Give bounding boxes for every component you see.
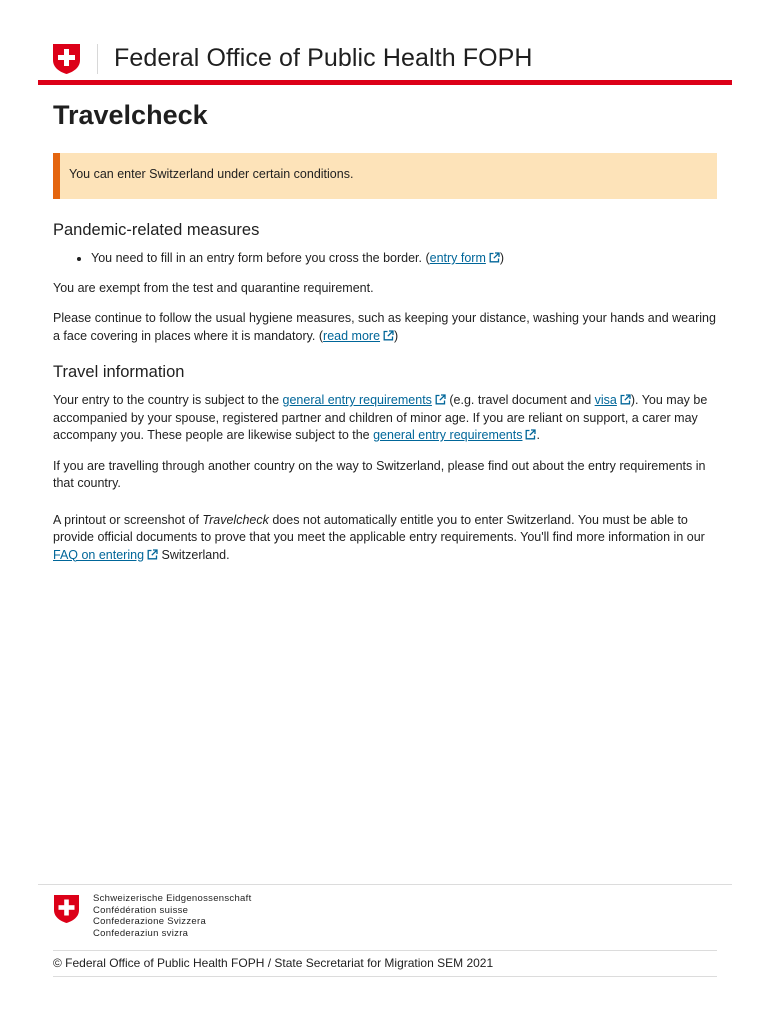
entry-form-link[interactable] xyxy=(430,251,500,265)
confederation-names xyxy=(93,893,252,939)
confederation-name-it: Confederazione Svizzera xyxy=(93,916,207,928)
notice-box xyxy=(53,153,717,199)
copyright-text: © Federal Office of Public Health FOPH / State Secretariat for Migration SEM 2021 xyxy=(53,956,494,970)
hygiene-paragraph xyxy=(53,310,717,345)
disclaimer-text-a: A printout or screenshot of xyxy=(53,512,203,527)
notice-text: You can enter Switzerland under certain conditions. xyxy=(69,167,354,181)
footer-divider xyxy=(53,950,717,951)
disclaimer-emphasis: Travelcheck xyxy=(202,512,269,527)
external-link-icon xyxy=(435,394,446,405)
site-footer xyxy=(38,884,732,970)
bullet-close: ) xyxy=(499,251,505,265)
travel-paragraph-1 xyxy=(53,392,717,445)
site-header xyxy=(38,40,732,86)
external-link-icon xyxy=(489,252,500,263)
hygiene-close: ) xyxy=(394,328,399,343)
pandemic-heading: Pandemic-related measures xyxy=(53,221,260,239)
header-divider xyxy=(97,44,98,74)
footer-bottom-divider xyxy=(53,976,717,977)
hygiene-text: Please continue to follow the usual hygiene measures, such as keeping your distance, washing your hands and wearing a face covering in places where it is mandatory. ( xyxy=(53,311,716,343)
confederation-name-fr: Confédération suisse xyxy=(93,904,189,916)
disclaimer-text-c: Switzerland. xyxy=(158,547,230,562)
general-entry-requirements-label-2: general entry requirements xyxy=(373,428,523,442)
main-content xyxy=(53,100,717,577)
faq-on-entering-link[interactable] xyxy=(53,548,158,562)
travel-heading: Travel information xyxy=(53,363,185,381)
confederation-name-rm: Confederaziun svizra xyxy=(93,927,189,939)
external-link-icon xyxy=(147,549,158,560)
site-title[interactable]: Federal Office of Public Health FOPH xyxy=(114,44,533,72)
footer-top-divider xyxy=(38,884,732,885)
travel-text-b: (e.g. travel document and xyxy=(445,393,595,407)
confederation-name-de: Schweizerische Eidgenossenschaft xyxy=(93,893,252,904)
general-entry-requirements-link-2[interactable] xyxy=(373,428,536,442)
disclaimer-text-b: does not automatically entitle you to enter Switzerland. You must be able to provide official documents to prove that you meet the applicable entry requirements. You'll find more information in our xyxy=(53,512,705,544)
pandemic-list xyxy=(77,250,717,268)
external-link-icon xyxy=(620,394,631,405)
exempt-text: You are exempt from the test and quarantine requirement. xyxy=(53,280,374,295)
external-link-icon xyxy=(383,330,394,341)
swiss-cross-shield-icon[interactable] xyxy=(52,43,81,75)
external-link-icon xyxy=(525,429,536,440)
swiss-cross-shield-icon xyxy=(53,894,80,924)
page-title: Travelcheck xyxy=(53,100,208,130)
read-more-link-label: read more xyxy=(323,328,381,343)
entry-form-link-label: entry form xyxy=(429,251,486,265)
travel-text-d: . xyxy=(536,428,540,442)
travel-text-c: ). You may be accompanied by your spouse, registered partner and children of minor age. If you are reliant on support, a carer may accompany you. These people are likewise subject to the xyxy=(53,393,708,442)
header-red-line xyxy=(38,80,732,85)
travel-text-a: Your entry to the country is subject to the xyxy=(53,393,283,407)
visa-link[interactable] xyxy=(595,393,631,407)
general-entry-requirements-label: general entry requirements xyxy=(282,393,432,407)
read-more-link[interactable] xyxy=(323,329,394,343)
faq-link-label: FAQ on entering xyxy=(53,547,145,562)
travel-paragraph-2: If you are travelling through another country on the way to Switzerland, please find out about the entry requirements in that country. xyxy=(53,458,706,490)
disclaimer-paragraph xyxy=(53,512,717,565)
bullet-text: You need to fill in an entry form before you cross the border. ( xyxy=(91,251,430,265)
list-item xyxy=(77,250,717,268)
general-entry-requirements-link[interactable] xyxy=(283,393,446,407)
visa-link-label: visa xyxy=(594,393,617,407)
